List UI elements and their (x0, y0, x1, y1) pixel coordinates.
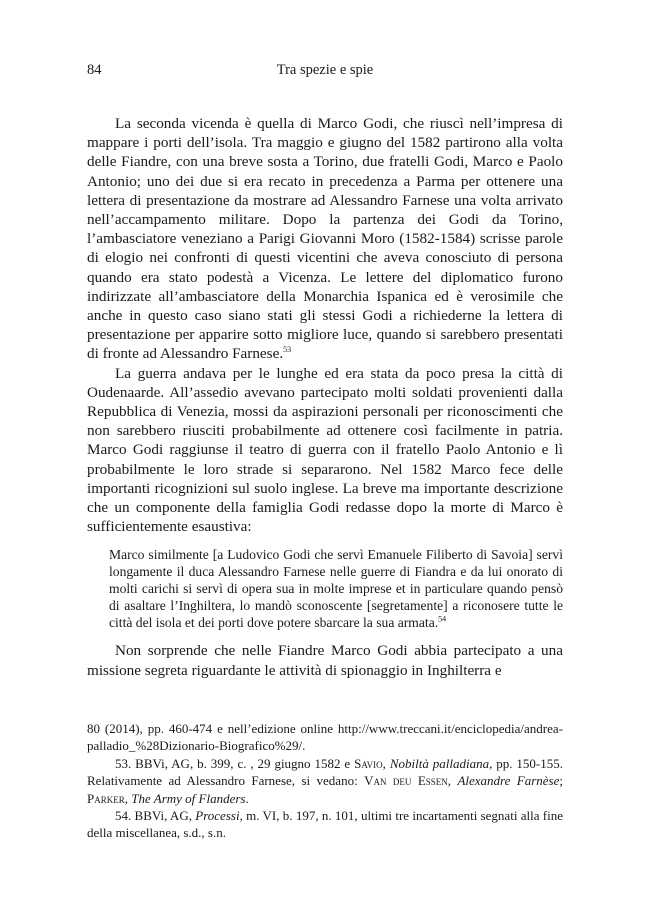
note-ref-53: 53 (283, 345, 292, 355)
running-title: Tra spezie e spie (276, 62, 374, 78)
footnote-54: 54. BBVi, AG, Processi, m. VI, b. 197, n. 101, ultimi tre incartamenti segnati alla fine della miscellanea, s.d., s.n. (87, 808, 563, 841)
footnotes (87, 720, 563, 842)
main-text (87, 114, 563, 680)
paragraph-3: Non sorprende che nelle Fiandre Marco Godi abbia partecipato a una missione segreta riguardante le attività di spionaggio in Inghilterra e (87, 642, 563, 679)
paragraph-1: La seconda vicenda è quella di Marco Godi, che riuscì nell’impresa di mappare i porti dell’isola. Tra maggio e giugno del 1582 partirono alla volta delle Fiandre, con una breve sosta a Torino, due fratelli Godi, Marco e Paolo Antonio; uno dei due si era recato in precedenza a Parma per ottenere una lettera di presentazione da mostrare ad Alessandro Farnese una volta arrivato nell’accampamento militare. Dopo la partenza dei Godi da Torino, l’ambasciatore veneziano a Parigi Giovanni Moro (1582-1584) scrisse parole di elogio nei confronti di questi vicentini che aveva conosciuto di persona quando era stato podestà a Vicenza. Le lettere del diplomatico furono indirizzate all’ambasciatore della Monarchia Ispanica ed è verosimile che anche in questo caso siano stati gli stessi Godi a richiederne la lettera di presentazione per apparire sotto migliore luce, quando si sarebbero presentati di fronte ad Alessandro Farnese.$^{53}$ (87, 115, 563, 363)
running-header (87, 62, 563, 82)
footnote-53: 53. BBVi, AG, b. 399, c. , 29 giugno 1582 e Savio, Nobiltà palladiana, pp. 150-155. Relativamente ad Alessandro Farnese, si vedano: Van deu Essen, Alexandre Farnèse; Parker, The Army of Flanders. (87, 755, 564, 806)
note-ref-54: 54 (438, 614, 447, 624)
footnote-continuation: 80 (2014), pp. 460-474 e nell’edizione online http://www.treccani.it/enciclopedia/andrea-palladio_%28Dizionario-Biografico%29/. (87, 721, 563, 754)
block-quote: Marco similmente [a Ludovico Godi che servì Emanuele Filiberto di Savoia] servì longamente il duca Alessandro Farnese nelle guerre di Fiandra e da lui onorato di molti carichi si servì di opera sua in molte imprese et in particulare quando pensò di asaltare l’Inghiltera, lo mandò sconoscente [segretamente] a riconosere tutte le città del isola et dei porti dove potere sbarcare la sua armata.$^{54}$ (109, 547, 563, 631)
page-number: 84 (87, 62, 102, 78)
paragraph-2: La guerra andava per le lunghe ed era stata da poco presa la città di Oudenaarde. All’assedio avevano partecipato molti soldati provenienti dalla Repubblica di Venezia, mossi da aspirazioni personali per riconoscimenti che non sarebbero riusciti probabilmente ad ottenere così facilmente in patria. Marco Godi raggiunse il teatro di guerra con il fratello Paolo Antonio e lì probabilmente le loro strade si separarono. Nel 1582 Marco fece delle importanti ricognizioni sul suolo inglese. La breve ma importante descrizione che un componente della famiglia Godi redasse dopo la morte di Marco è sufficientemente esaustiva: (87, 364, 563, 536)
